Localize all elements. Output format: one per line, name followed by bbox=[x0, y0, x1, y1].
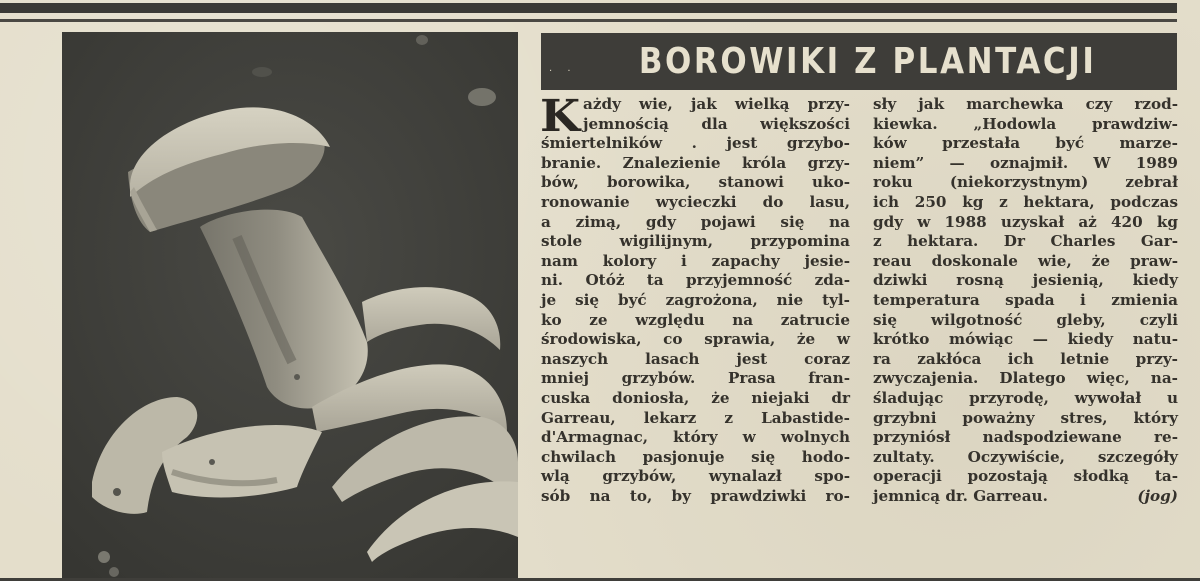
text-line: bów, borowika, stanowi uko- bbox=[541, 173, 850, 192]
text-line: środowiska, co sprawia, że w bbox=[541, 330, 850, 349]
text-line: ra zakłóca ich letnie przy- bbox=[873, 349, 1178, 368]
text-line: zwyczajenia. Dlatego więc, na- bbox=[873, 369, 1178, 388]
header-rule-thick bbox=[0, 3, 1177, 13]
text-line: ko ze względu na zatrucie bbox=[541, 310, 850, 329]
text-line: temperatura spada i zmienia bbox=[873, 290, 1178, 309]
text-line: krótko mówiąc — kiedy natu- bbox=[873, 330, 1178, 349]
text-line: niem” — oznajmił. W 1989 bbox=[873, 153, 1178, 172]
text-line: kiewka. „Hodowla prawdziw- bbox=[873, 114, 1178, 133]
text-line: śmiertelników . jest grzybo- bbox=[541, 134, 850, 153]
text-line: Garreau, lekarz z Labastide- bbox=[541, 408, 850, 427]
text-line: je się być zagrożona, nie tyl- bbox=[541, 290, 850, 309]
author-signature: (jog) bbox=[1137, 486, 1178, 505]
text-line: d'Armagnac, który w wolnych bbox=[541, 428, 850, 447]
text-line: ronowanie wycieczki do lasu, bbox=[541, 192, 850, 211]
header-rule-thin bbox=[0, 19, 1177, 22]
text-line: wlą grzybów, wynalazł spo- bbox=[541, 467, 850, 486]
text-line: stole wigilijnym, przypomina bbox=[541, 232, 850, 251]
article-title: BOROWIKI Z PLANTACJI bbox=[638, 41, 1097, 82]
text-line: naszych lasach jest coraz bbox=[541, 349, 850, 368]
closing-text: jemnicą dr. Garreau. bbox=[873, 486, 1048, 505]
text-line: zultaty. Oczywiście, szczegóły bbox=[873, 447, 1178, 466]
text-line: reau doskonale wie, że praw- bbox=[873, 251, 1178, 270]
text-line: z hektara. Dr Charles Gar- bbox=[873, 232, 1178, 251]
text-line: ich 250 kg z hektara, podczas bbox=[873, 192, 1178, 211]
text-line: gdy w 1988 uzyskał aż 420 kg bbox=[873, 212, 1178, 231]
text-line: cuska doniosła, że niejaki dr bbox=[541, 388, 850, 407]
text-line: operacji pozostają słodką ta- bbox=[873, 467, 1178, 486]
mushroom-photo bbox=[62, 32, 518, 579]
text-line: ni. Otóż ta przyjemność zda- bbox=[541, 271, 850, 290]
article-column-1 bbox=[540, 91, 850, 506]
text-line: sób na to, by prawdziwki ro- bbox=[541, 486, 850, 505]
text-line: jemnością dla większości bbox=[583, 114, 850, 133]
mushroom-photo-illustration bbox=[62, 32, 518, 579]
text-line: ażdy wie, jak wielką przy- bbox=[583, 95, 850, 113]
drop-cap: K bbox=[540, 91, 581, 142]
text-line: mniej grzybów. Prasa fran- bbox=[541, 369, 850, 388]
text-line: ków przestała być marze- bbox=[873, 134, 1178, 153]
text-line: się wilgotność gleby, czyli bbox=[873, 310, 1178, 329]
closing-line bbox=[873, 487, 1178, 507]
text-line: chwilach pasjonuje się hodo- bbox=[541, 447, 850, 466]
text-line: nam kolory i zapachy jesie- bbox=[541, 251, 850, 270]
title-dots: . . bbox=[549, 63, 577, 74]
text-line: a zimą, gdy pojawi się na bbox=[541, 212, 850, 231]
article-column-2 bbox=[873, 95, 1178, 506]
text-line: przyniósł nadspodziewane re- bbox=[873, 428, 1178, 447]
text-line: roku (niekorzystnym) zebrał bbox=[873, 173, 1178, 192]
text-line: sły jak marchewka czy rzod- bbox=[873, 95, 1178, 113]
article-title-band bbox=[541, 33, 1177, 90]
text-line: branie. Znalezienie króla grzy- bbox=[541, 153, 850, 172]
text-line: dziwki rosną jesienią, kiedy bbox=[873, 271, 1178, 290]
text-line: śladując przyrodę, wywołał u bbox=[873, 388, 1178, 407]
text-line: grzybni poważny stres, który bbox=[873, 408, 1178, 427]
